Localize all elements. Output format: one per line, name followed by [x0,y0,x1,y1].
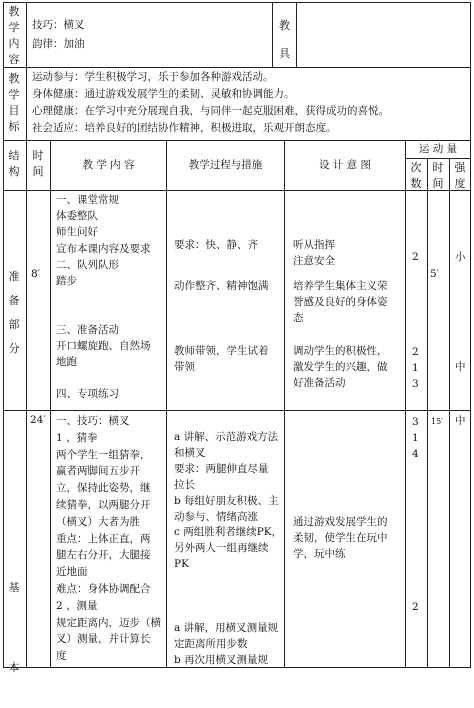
basic-process-line: 和横叉 [174,446,206,459]
rule [50,140,51,668]
prep-content-line: 四、专项练习 [56,388,119,401]
prep-process-1: 要求：快、静、齐 [174,239,258,251]
basic-content-line: 两个学生一组猜拳， [56,448,151,461]
prep-intensity-b: 中 [455,361,466,373]
process-header: 教学过程与措施 [188,159,263,171]
prep-design-1a: 听从指挥 [293,239,335,251]
prep-content-line: 开口螺旋跑、自然场 [56,339,151,352]
basic-process-line: 定距离所用步数 [174,637,248,650]
basic-content-line: 续猜拳，以两腿分开 [56,499,151,511]
basic-process-line: a 讲解、示范游戏方法 [174,431,279,443]
rule [3,140,471,141]
basic-process-line: 动参与、情绪高涨 [174,510,258,523]
prep-process-2: 动作整齐、精神饱满 [174,280,269,292]
basic-content-line: 叉）测量，并计算长 [56,633,151,646]
rule [449,158,450,668]
rule [272,2,273,68]
prep-content-line: 三、准备活动 [56,323,119,336]
basic-count-a: 3 1 4 [412,416,419,460]
basic-process-line: b 再次用横叉测量规 [174,653,269,666]
teaching-aid-label: 教具 [279,19,290,60]
teaching-content-line: 韵律：加油 [32,38,85,50]
objective-line: 身体健康：通过游戏发展学生的柔韧、灵敏和协调能力。 [32,88,295,100]
basic-design-b: 柔韧，使学生在玩中 [293,532,388,544]
prep-content-line: 体委整队 [56,210,98,223]
rule [296,2,297,68]
prep-process-3b: 带领 [174,361,195,373]
basic-design-c: 学，玩中练 [293,548,346,560]
rule [3,410,471,411]
basic-content-line: 腿左右分开，大腿接 [56,549,151,562]
prep-content-line: 一、课堂常规 [56,194,119,206]
prep-intensity-a: 小 [455,251,466,263]
basic-content-line: 度 [56,650,67,663]
rule [26,2,27,668]
prep-design-1b: 注意安全 [293,255,335,267]
content-header: 教 学 内 容 [82,159,135,171]
prep-design-2b: 誉感及良好的身体姿 [293,296,388,308]
prep-design-2c: 态 [293,312,304,324]
basic-structure: 基本 [8,581,20,674]
basic-content-line: 规定距离内，迈步（横 [56,616,161,629]
basic-content-line: 近地面 [56,566,88,579]
rule [3,2,471,3]
rule [470,2,471,668]
rule [427,158,428,668]
basic-process-line: 拉长 [174,478,195,491]
prep-design-3a: 调动学生的积极性， [293,345,388,357]
design-header: 设 计 意 图 [318,159,371,171]
objective-line: 心理健康：在学习中充分展现自我，与同伴一起克服困难，获得成功的喜悦。 [32,105,389,117]
objective-line: 运动参与：学生积极学习，乐于参加各种游戏活动。 [32,71,274,83]
basic-content-line: 赢者两脚间五步开 [56,465,140,478]
basic-time: 24′ [30,414,46,426]
rule [284,140,285,668]
rule [3,2,4,668]
basic-process-line: 另外两人一组再继续 [174,542,269,555]
basic-load-time: 15′ [431,417,443,426]
basic-content-line: 重点：上体正直，两 [56,532,151,545]
prep-design-2a: 培养学生集体主义荣 [293,280,388,292]
time-header: 时间 [32,149,44,178]
rule [405,158,471,159]
load-header: 运 动 量 [418,143,458,155]
basic-content-line: 一、技巧：横叉 [56,415,130,427]
objective-line: 社会适应：培养良好的团结协作精神，积极进取，乐观开朗态度。 [32,122,337,134]
basic-intensity: 中 [455,415,466,427]
prep-content-line: 地跑 [56,356,77,368]
basic-content-line: （横叉）大者为胜 [56,515,140,528]
rule [405,140,406,668]
basic-count-b: 2 [412,601,419,613]
count-header: 次数 [410,161,422,190]
prep-content-line: 宣布本课内容及要求 [56,242,151,255]
prep-structure: 准备部分 [8,270,20,355]
prep-design-3c: 好准备活动 [293,377,346,389]
rule [3,67,471,68]
basic-content-line: 难点：身体协调配合 [56,583,151,595]
basic-content-line: 2 、测量 [56,599,98,612]
teaching-content-label: 教学内容 [8,5,20,66]
rule [166,140,167,668]
prep-design-3b: 激发学生的兴趣，做 [293,361,388,373]
basic-process-line: b 每组好朋友积极、主 [174,494,279,507]
prep-content-line: 师生问好 [56,226,98,239]
prep-content-line: 二、队列队形 [56,258,119,271]
prep-process-3a: 教师带领，学生试着 [174,345,269,357]
intensity-header: 强度 [454,161,466,190]
basic-content-line: 1 、猜拳 [56,431,98,444]
prep-content-line: 踏步 [56,275,77,287]
basic-process-line: c 两组胜利者继续PK， [174,526,283,539]
basic-content-line: 立，保持此姿势，继 [56,482,151,495]
teaching-content-line: 技巧：横叉 [32,19,85,31]
structure-header: 结构 [8,149,20,178]
load-time-header: 时间 [432,161,444,190]
rule [3,190,471,191]
basic-process-line: 要求：两腿伸直尽量 [174,462,269,475]
objectives-label: 教学目标 [8,72,20,133]
basic-process-line: PK [174,558,189,571]
prep-count-a: 2 [412,251,419,263]
prep-load-time: 5′ [430,268,440,280]
basic-process-line: a 讲解，用横叉测量规 [174,621,279,634]
prep-time: 8′ [31,268,41,280]
basic-design-a: 通过游戏发展学生的 [293,516,388,528]
prep-count-b: 2 1 3 [412,346,419,390]
